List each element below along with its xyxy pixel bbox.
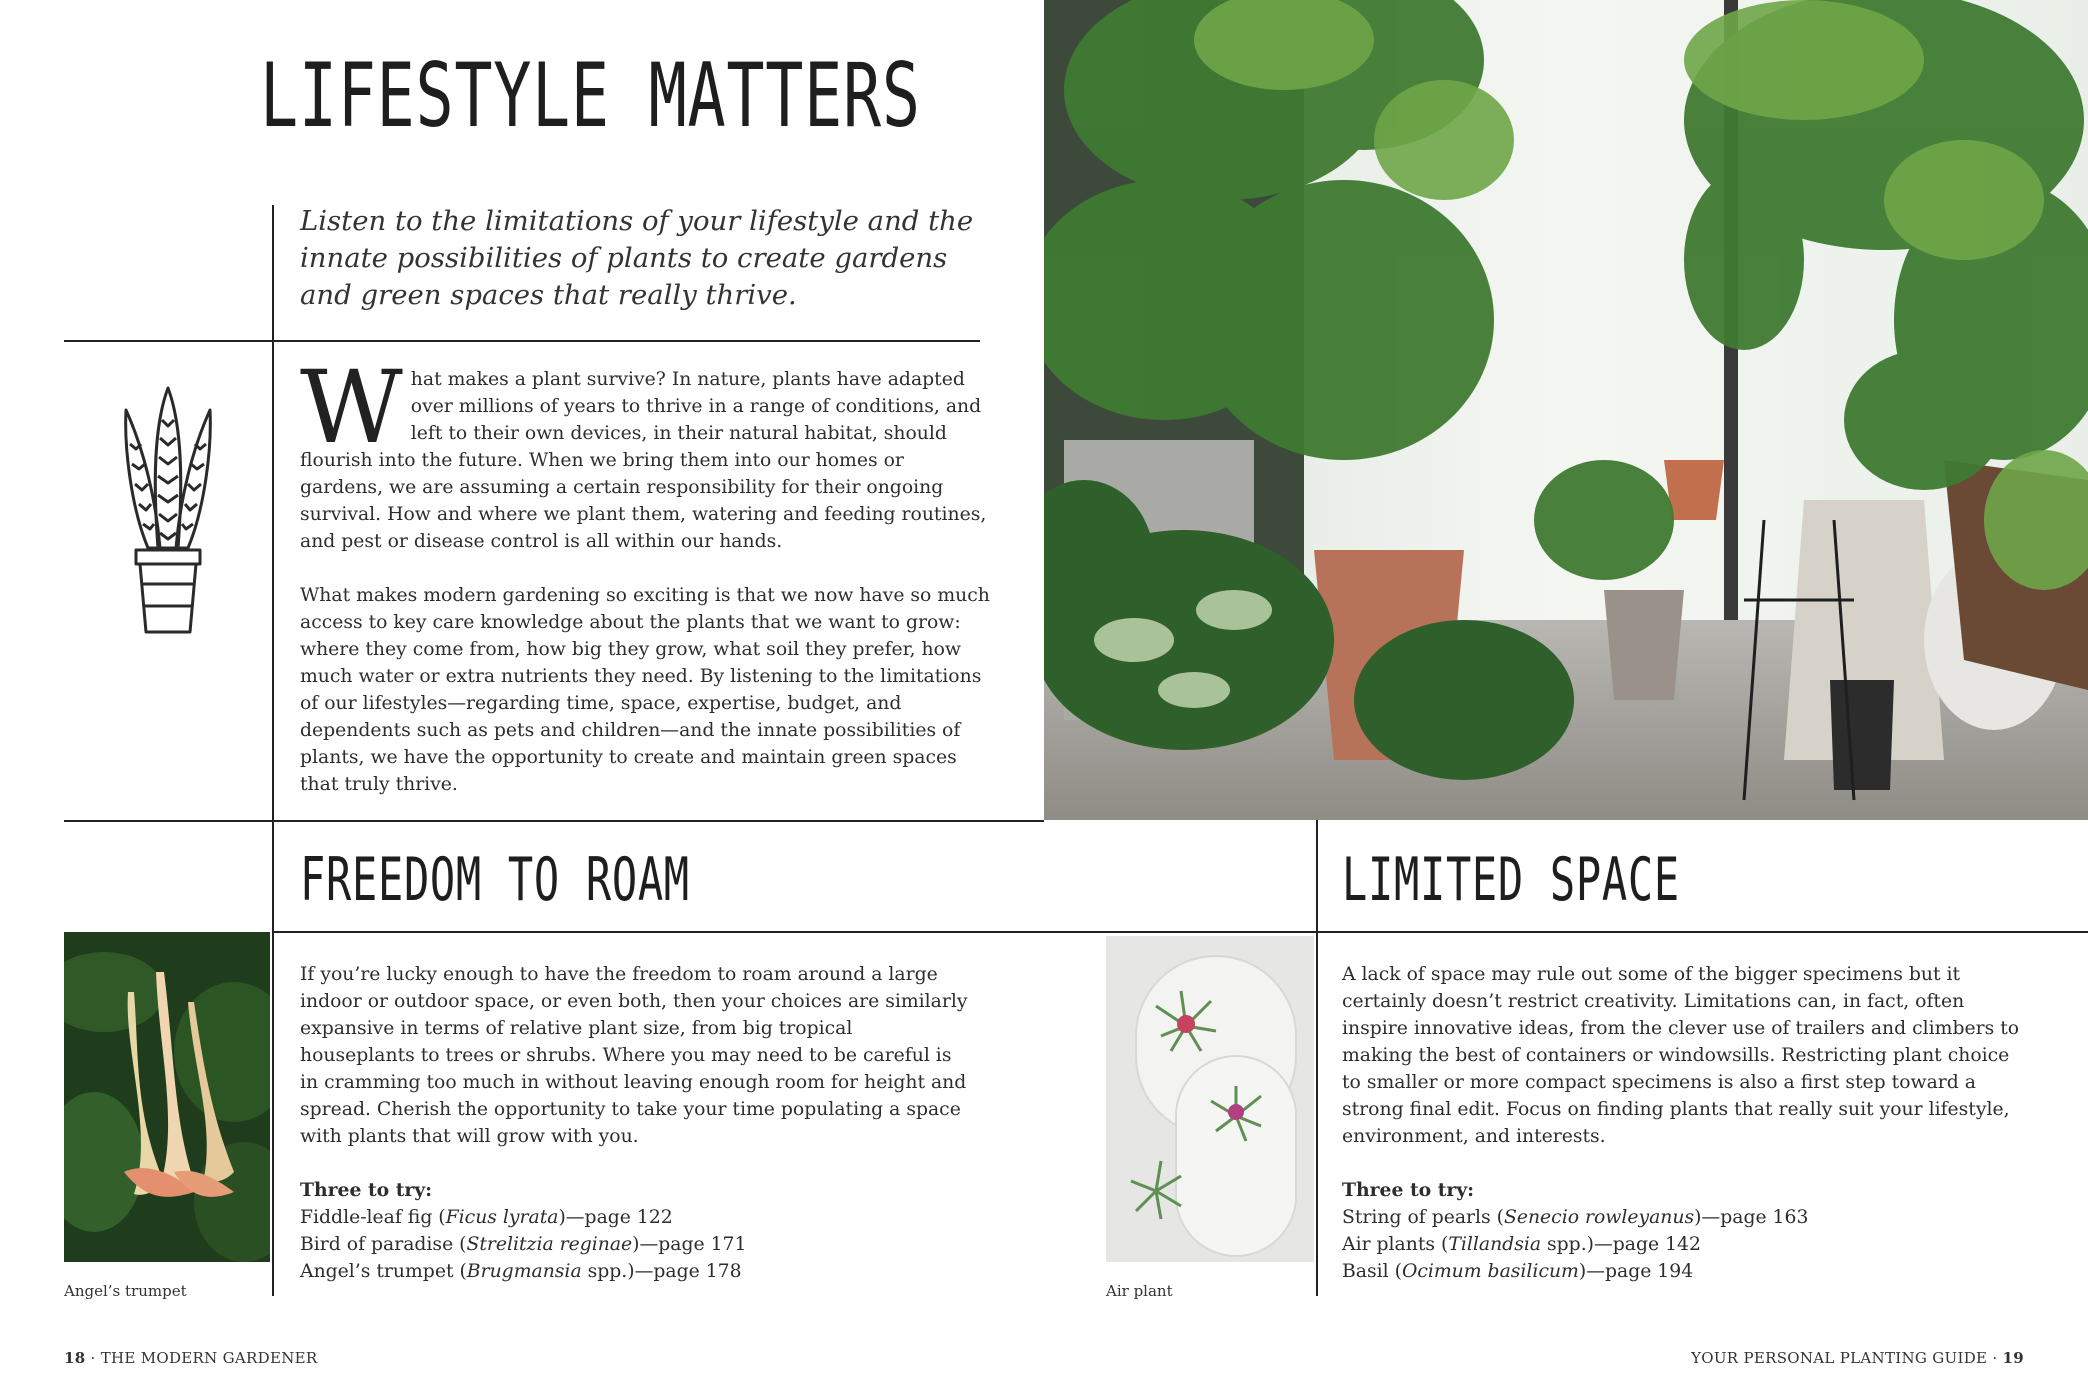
freedom-try-item xyxy=(300,1258,970,1285)
freedom-try-heading: Three to try: xyxy=(300,1179,433,1201)
limited-try-list xyxy=(1342,1177,2032,1285)
freedom-heading: FREEDOM TO ROAM xyxy=(300,845,690,915)
limited-column-rule xyxy=(1316,931,1318,1296)
item-name: String of pearls ( xyxy=(1342,1207,1504,1228)
freedom-try-item xyxy=(300,1231,970,1258)
drop-cap: W xyxy=(300,349,403,466)
lede-vertical-rule xyxy=(272,205,274,340)
freedom-try-list xyxy=(300,1177,970,1285)
freedom-paragraph: If you’re lucky enough to have the freedom to roam around a large indoor or outdoor space, or even both, then your choices are similarly expansive in terms of relative plant size, from big tropical houseplants to trees or shrubs. Where you may need to be careful is in cramming too much in without leaving enough room for height and spread. Cherish the opportunity to take your time populating a space with plants that will grow with you. xyxy=(300,964,968,1147)
item-page: spp.)—page 178 xyxy=(581,1261,742,1282)
freedom-try-item xyxy=(300,1204,970,1231)
footer-right xyxy=(1691,1349,2024,1367)
item-name: Angel’s trumpet ( xyxy=(300,1261,467,1282)
item-name: Basil ( xyxy=(1342,1261,1402,1282)
left-column-rule xyxy=(272,340,274,932)
greenhouse-photo xyxy=(1044,0,2088,820)
air-plant-photo xyxy=(1106,936,1314,1262)
freedom-body xyxy=(300,961,970,1285)
item-name: Bird of paradise ( xyxy=(300,1234,467,1255)
section-rule-middle xyxy=(64,820,1044,822)
item-latin: Brugmansia xyxy=(466,1261,582,1282)
intro-body xyxy=(300,349,990,825)
item-name: Air plants ( xyxy=(1342,1234,1449,1255)
page-title: LIFESTYLE MATTERS xyxy=(260,44,921,147)
column-divider xyxy=(1316,820,1318,932)
section-rule-top xyxy=(64,340,980,342)
limited-body xyxy=(1342,961,2032,1285)
item-page: )—page 194 xyxy=(1578,1261,1694,1282)
angels-trumpet-caption: Angel’s trumpet xyxy=(64,1282,187,1300)
running-title-right: YOUR PERSONAL PLANTING GUIDE · xyxy=(1691,1349,2003,1367)
page-number-right: 19 xyxy=(2002,1349,2024,1367)
item-latin: Ficus lyrata xyxy=(445,1207,559,1228)
air-plant-caption: Air plant xyxy=(1106,1282,1173,1300)
running-title-left: · THE MODERN GARDENER xyxy=(85,1349,318,1367)
limited-try-heading: Three to try: xyxy=(1342,1179,1475,1201)
item-name: Fiddle-leaf fig ( xyxy=(300,1207,446,1228)
item-page: )—page 171 xyxy=(632,1234,747,1255)
limited-try-item xyxy=(1342,1231,2032,1258)
section-rule-lower xyxy=(272,931,2088,933)
page-number-left: 18 xyxy=(64,1349,86,1367)
item-latin: Ocimum basilicum xyxy=(1401,1261,1579,1282)
limited-try-item xyxy=(1342,1258,2032,1285)
lede-text: Listen to the limitations of your lifestyle and the innate possibilities of plants to create gardens and green spaces that really thrive. xyxy=(300,205,974,311)
item-latin: Senecio rowleyanus xyxy=(1503,1207,1695,1228)
footer-left xyxy=(64,1349,317,1367)
freedom-column-rule xyxy=(272,931,274,1296)
limited-try-item xyxy=(1342,1204,2032,1231)
limited-paragraph: A lack of space may rule out some of the bigger specimens but it certainly doesn’t restrict creativity. Limitations can, in fact, often inspire innovative ideas, from the clever use of trailers and climbers to making the best of containers or windowsills. Restricting plant choice to smaller or more compact specimens is also a first step toward a strong final edit. Focus on finding plants that really suit your lifestyle, environment, and interests. xyxy=(1342,964,2020,1147)
intro-paragraph-1-text: hat makes a plant survive? In nature, plants have adapted over millions of years to thrive in a range of conditions, and left to their own devices, in their natural habitat, should flourish into the future. When we bring them into our homes or gardens, we are assuming a certain responsibility for their ongoing survival. How and where we plant them, watering and feeding routines, and pest or disease control is all within our hands. xyxy=(300,369,987,552)
intro-paragraph-1 xyxy=(300,349,990,555)
angels-trumpet-photo xyxy=(64,932,270,1262)
intro-paragraph-2: What makes modern gardening so exciting is that we now have so much access to key care knowledge about the plants that we want to grow: where they come from, how big they grow, what soil they prefer, how much water or extra nutrients they need. By listening to the limitations of our lifestyles—regarding time, space, expertise, budget, and dependents such as pets and children—and the innate possibilities of plants, we have the opportunity to create and maintain green spaces that truly thrive. xyxy=(300,585,990,795)
item-page: )—page 163 xyxy=(1694,1207,1809,1228)
item-latin: Tillandsia xyxy=(1448,1234,1542,1255)
item-latin: Strelitzia reginae xyxy=(466,1234,633,1255)
item-page: spp.)—page 142 xyxy=(1541,1234,1701,1255)
limited-heading: LIMITED SPACE xyxy=(1342,845,1680,915)
item-page: )—page 122 xyxy=(558,1207,673,1228)
snake-plant-icon xyxy=(118,380,218,640)
